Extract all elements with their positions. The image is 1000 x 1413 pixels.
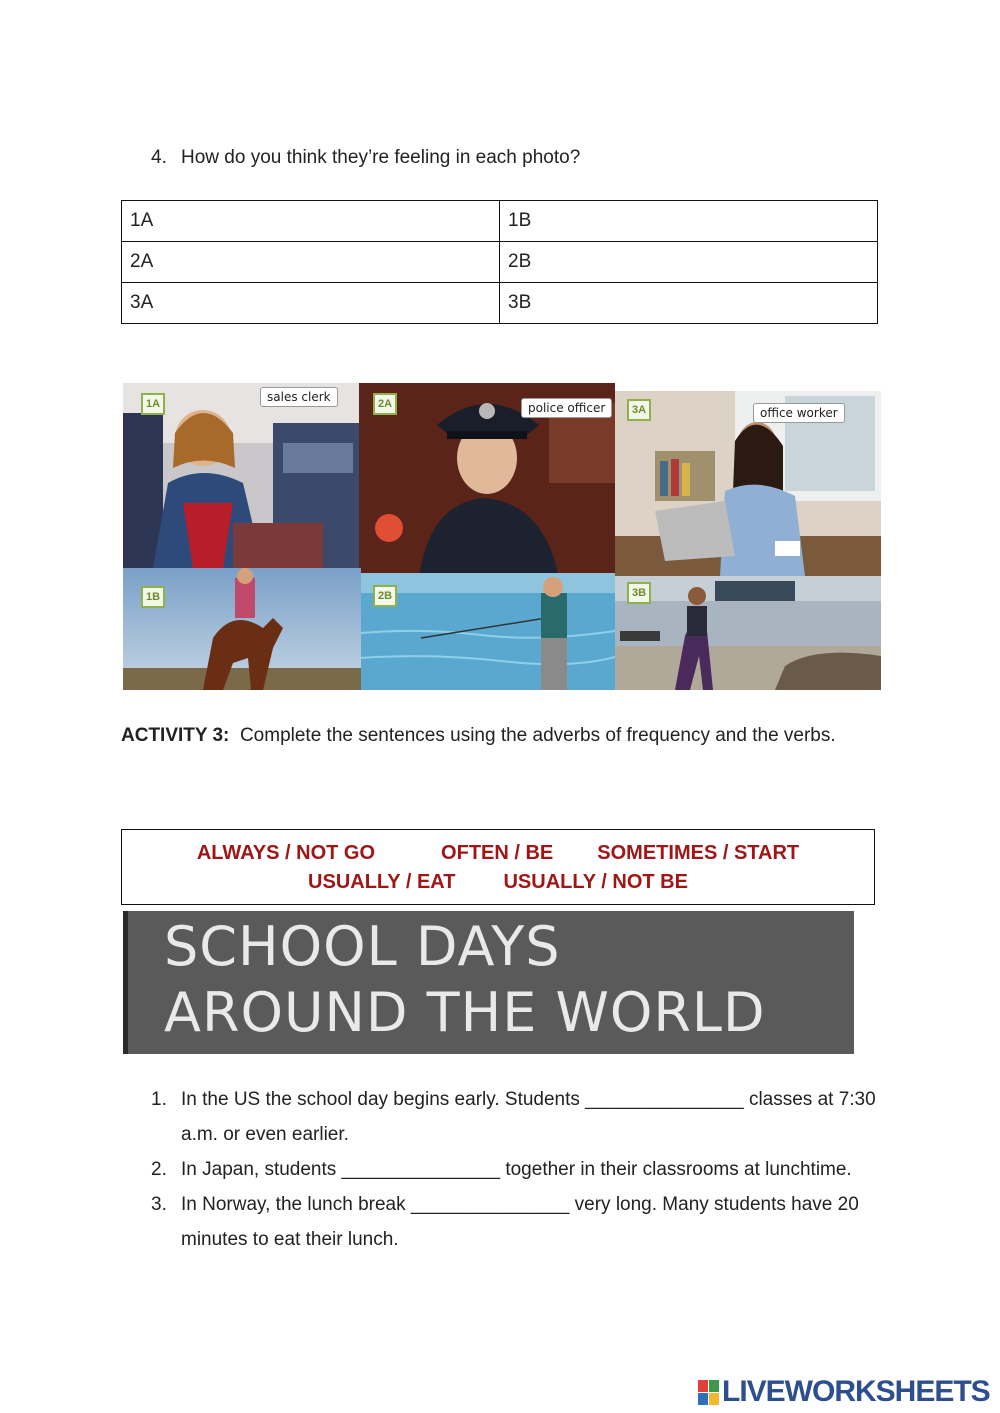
photo-1b (123, 568, 361, 690)
banner-line-2: AROUND THE WORLD (164, 981, 766, 1044)
answer-cell-3a[interactable]: 3A (122, 283, 500, 324)
photo-tag-1a: 1A (141, 393, 165, 415)
photo-tag-1b: 1B (141, 586, 165, 608)
table-row (122, 242, 878, 283)
title-banner (123, 911, 854, 1054)
sentence-number: 3. (151, 1194, 167, 1215)
photo-tag-2a: 2A (373, 393, 397, 415)
answer-cell-1b[interactable]: 1B (500, 201, 878, 242)
logo-mark-icon (698, 1378, 720, 1406)
word-box (121, 829, 875, 905)
fisherman-photo (361, 573, 615, 690)
photo-tag-3a: 3A (627, 399, 651, 421)
word-option[interactable]: OFTEN / BE (441, 842, 554, 864)
answer-cell-1a[interactable]: 1A (122, 201, 500, 242)
photo-collage (123, 383, 881, 690)
photo-tag-2b: 2B (373, 585, 397, 607)
photo-3a (615, 391, 881, 576)
table-row (122, 201, 878, 242)
photo-2b (361, 573, 615, 690)
word-option[interactable]: SOMETIMES / START (597, 842, 800, 864)
activity-3-instructions (121, 722, 861, 749)
photo-tag-3b: 3B (627, 582, 651, 604)
list-item (151, 1082, 881, 1152)
sentence-number: 2. (151, 1159, 167, 1180)
answer-cell-2b[interactable]: 2B (500, 242, 878, 283)
sentence-text[interactable]: In the US the school day begins early. Students _______________ classes at 7:30 a.m. or even earlier. (181, 1089, 876, 1145)
logo-text: LIVEWORKSHEETS (722, 1375, 990, 1408)
banner-line-1: SCHOOL DAYS (164, 915, 561, 978)
table-row (122, 283, 878, 324)
question-text: How do you think they’re feeling in each photo? (181, 147, 581, 168)
answer-table (121, 200, 878, 324)
word-option[interactable]: USUALLY / NOT BE (503, 871, 688, 893)
job-label-sales-clerk: sales clerk (260, 387, 338, 407)
activity-label: ACTIVITY 3: (121, 725, 230, 746)
photo-2a (359, 383, 615, 578)
word-box-row-1 (122, 842, 874, 865)
photo-1a (123, 383, 359, 568)
sentence-list (151, 1082, 881, 1257)
question-number: 4. (151, 147, 167, 168)
photo-3b (615, 576, 881, 690)
answer-cell-3b[interactable]: 3B (500, 283, 878, 324)
answer-cell-2a[interactable]: 2A (122, 242, 500, 283)
sentence-text[interactable]: In Japan, students _______________ together in their classrooms at lunchtime. (181, 1159, 852, 1180)
list-item (151, 1187, 881, 1257)
runner-photo (615, 576, 881, 690)
word-option[interactable]: ALWAYS / NOT GO (196, 842, 376, 864)
sentence-number: 1. (151, 1089, 167, 1110)
job-label-office-worker: office worker (753, 403, 845, 423)
activity-text: Complete the sentences using the adverbs of frequency and the verbs. (239, 725, 836, 746)
liveworksheets-logo (698, 1375, 990, 1409)
word-box-row-2 (122, 871, 874, 894)
question-4 (151, 147, 580, 169)
job-label-police-officer: police officer (521, 398, 612, 418)
word-option[interactable]: USUALLY / EAT (308, 871, 456, 893)
sentence-text[interactable]: In Norway, the lunch break _______________ very long. Many students have 20 minutes to eat their lunch. (181, 1194, 859, 1250)
list-item (151, 1152, 881, 1187)
